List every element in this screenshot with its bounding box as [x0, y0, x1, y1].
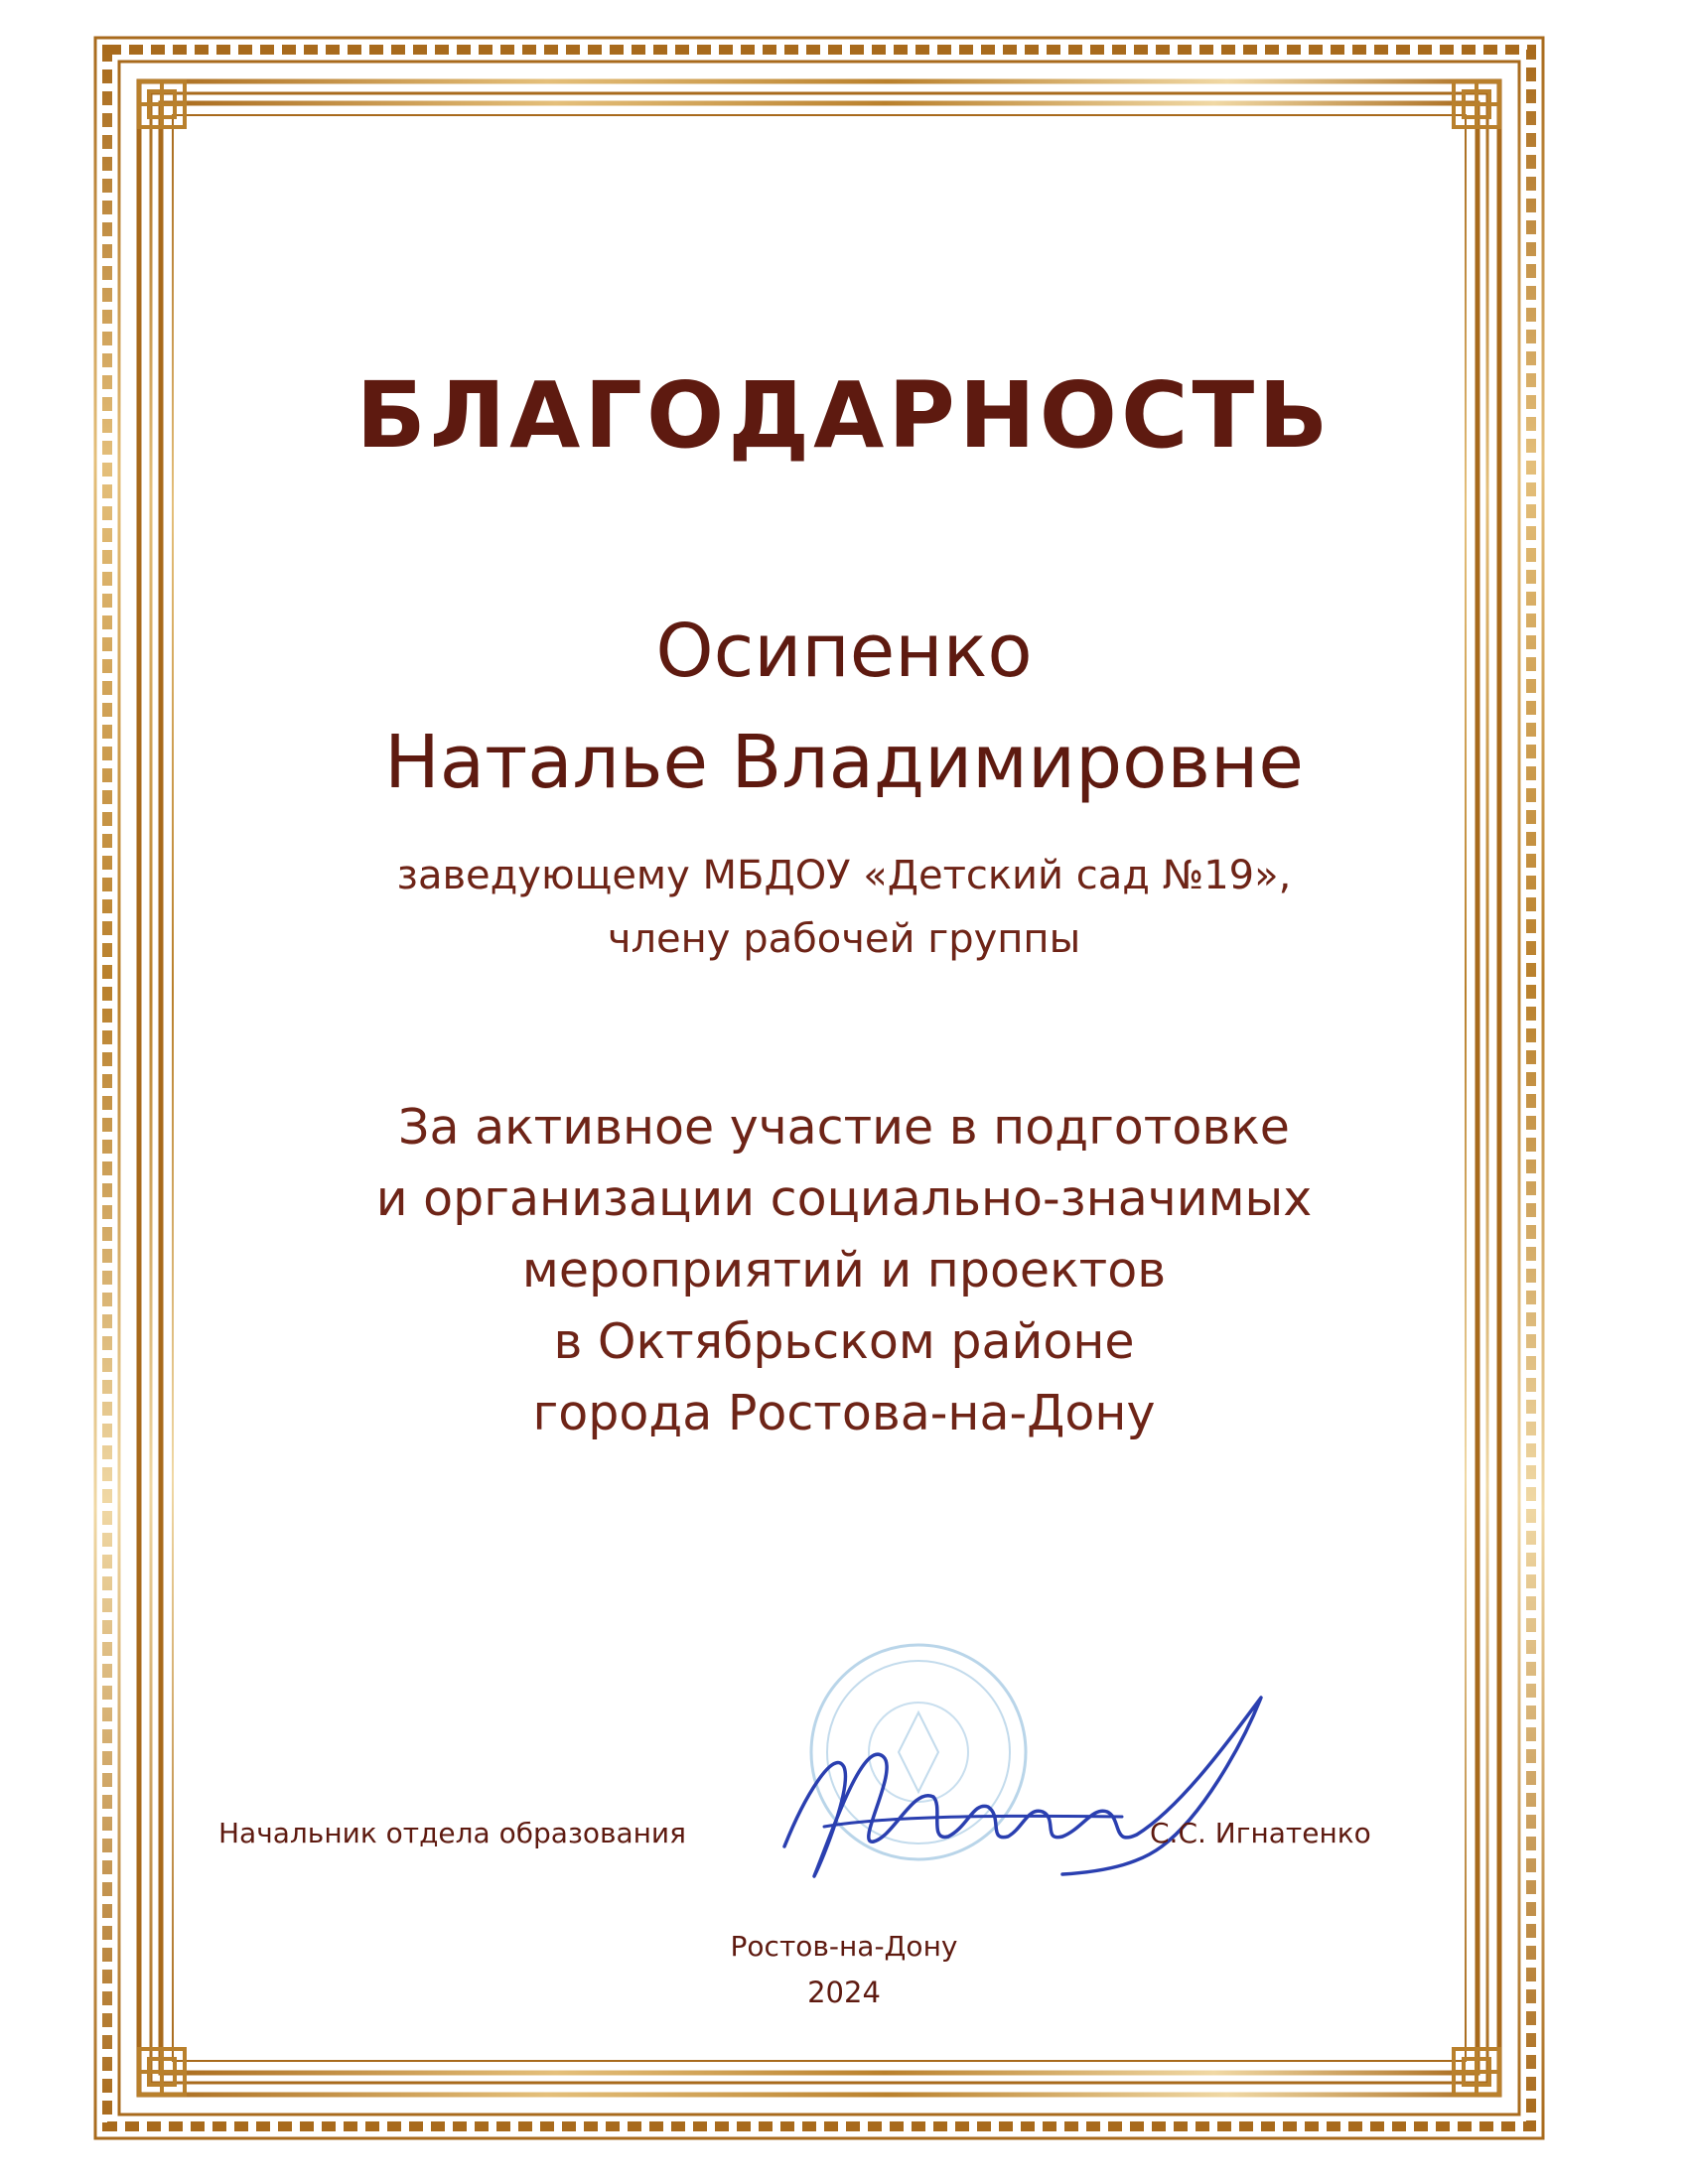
reason-line: и организации социально-значимых [375, 1170, 1313, 1227]
position-line: заведующему МБДОУ «Детский сад №19», [396, 853, 1292, 898]
corner-knot-bottom-right [1454, 2049, 1499, 2095]
reason-line: За активное участие в подготовке [398, 1099, 1290, 1156]
signatory-role: Начальник отдела образования [218, 1817, 686, 1849]
signatory-name: С.С. Игнатенко [1150, 1817, 1371, 1849]
corner-knot-bottom-left [139, 2049, 185, 2095]
certificate-title: БЛАГОДАРНОСТЬ [355, 362, 1333, 469]
reason-line: в Октябрьском районе [553, 1313, 1135, 1370]
issue-city: Ростов-на-Дону [730, 1930, 958, 1963]
position-line: члену рабочей группы [607, 916, 1081, 962]
recipient-surname: Осипенко [655, 609, 1033, 694]
recipient-position [0, 844, 1688, 971]
reason-line: города Ростова-на-Дону [532, 1385, 1156, 1441]
corner-knot-top-right [1454, 81, 1499, 127]
issue-year: 2024 [807, 1976, 881, 2009]
reason-line: мероприятий и проектов [521, 1242, 1167, 1298]
corner-knot-top-left [139, 81, 185, 127]
recipient-given-names: Наталье Владимировне [384, 720, 1304, 805]
recipient-name [0, 596, 1688, 818]
award-reason [0, 1092, 1688, 1449]
handwritten-signature [765, 1678, 1281, 1916]
